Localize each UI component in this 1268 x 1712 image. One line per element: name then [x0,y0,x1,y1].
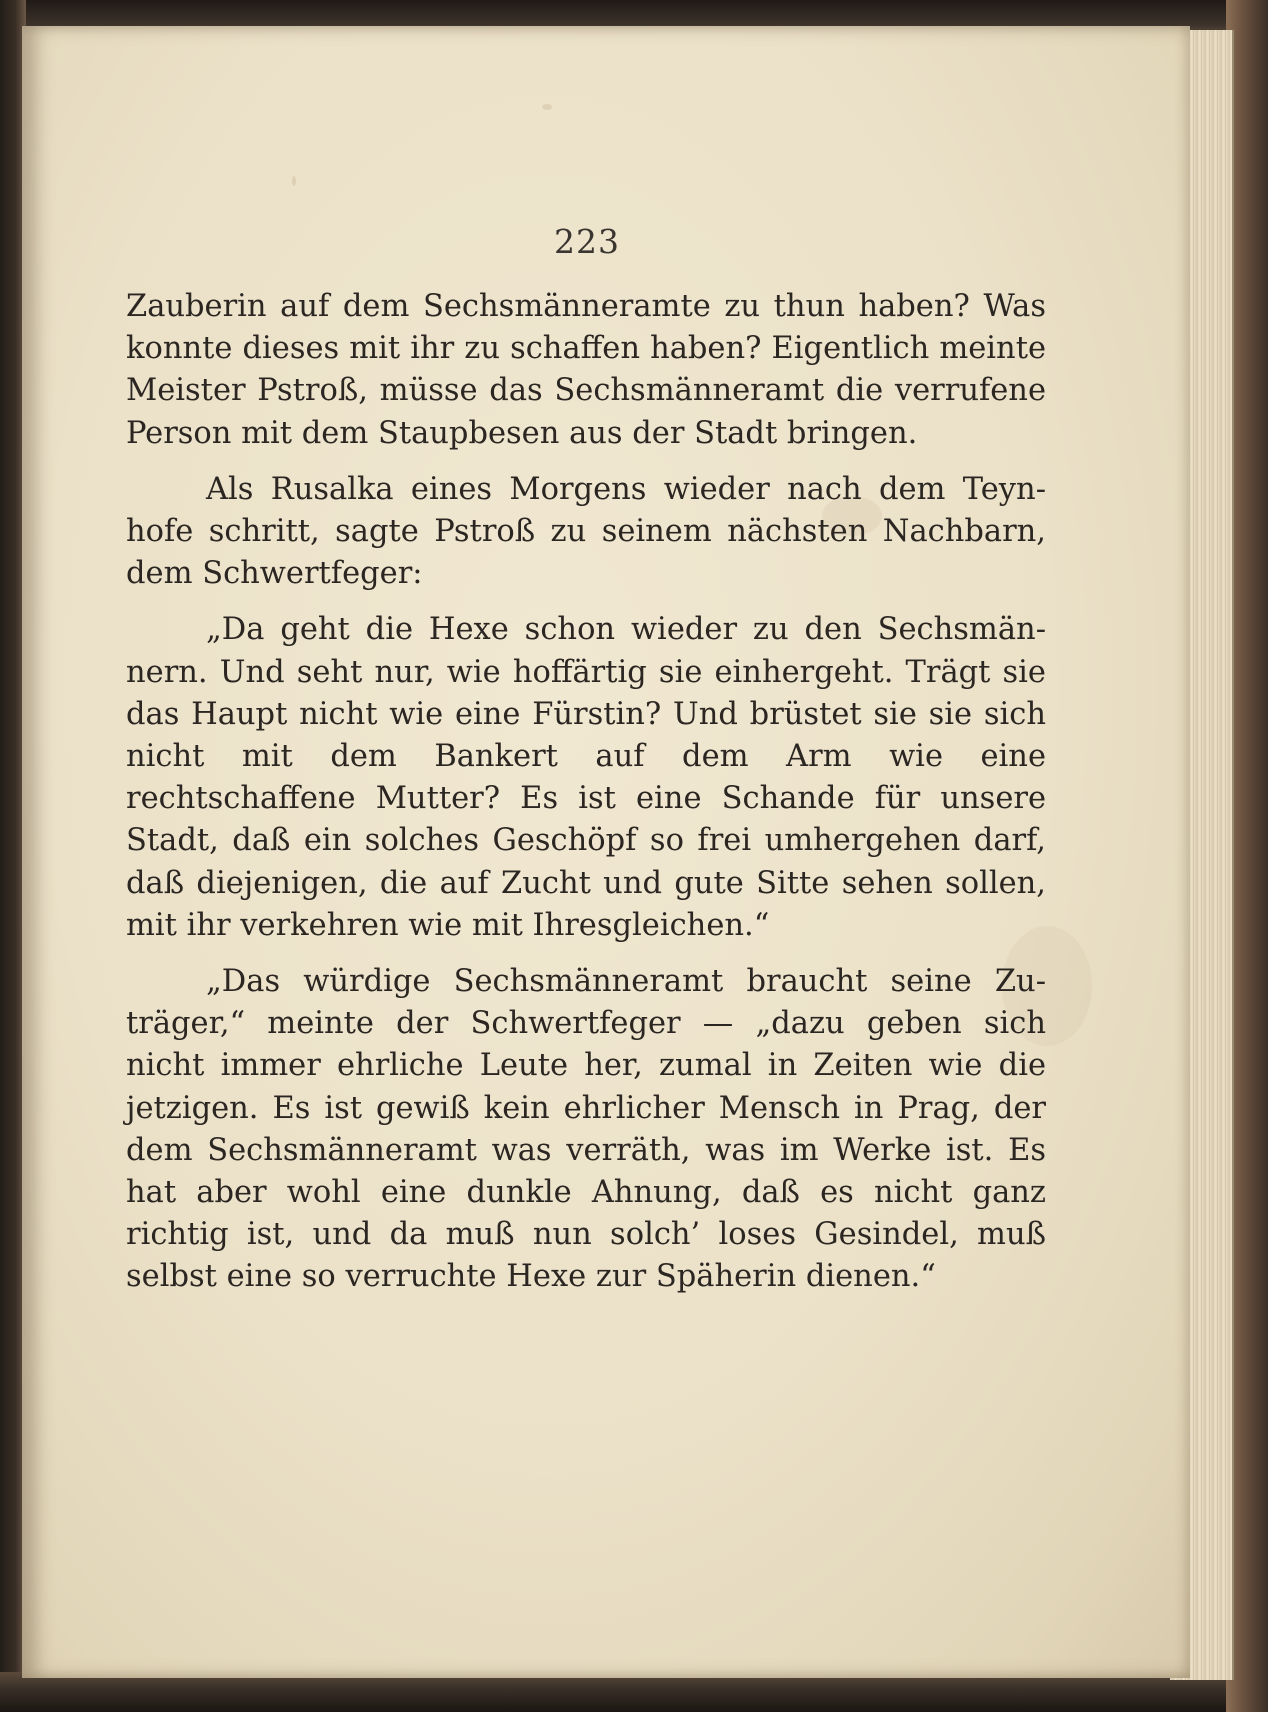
paper-stain [292,176,296,186]
paragraph: Zauberin auf dem Sechsmänneramte zu thun haben? Was konnte dieses mit ihr zu schaffen haben? Eigentlich meinte Meister Pstroß, müsse das Sechsmänneramt die verrufene Person mit dem Staupbesen aus der Stadt bringen. [126,289,1046,451]
body-text [126,286,1046,1299]
book-page [22,26,1190,1678]
paragraph: Als Rusalka eines Morgens wieder nach dem Teynhofe schritt, sagte Pstroß zu seinem nächsten Nachbarn, dem Schwertfeger: [126,471,1046,592]
paper-stain [542,104,552,110]
page-number: 223 [554,222,620,261]
paragraph: „Da geht die Hexe schon wieder zu den Sechsmännern. Und seht nur, wie hoffärtig sie einhergeht. Trägt sie das Haupt nicht wie eine Fürstin? Und brüstet sie sie sich nicht mit dem Bankert auf dem Arm wie eine rechtschaffene Mutter? Es ist eine Schande für unsere Stadt, daß ein solches Geschöpf so frei umhergehen darf, daß diejenigen, die auf Zucht und gute Sitte sehen sollen, mit ihr verkehren wie mit Ihresgleichen.“ [126,612,1046,943]
book-cover-bottom-edge [0,1672,1268,1712]
paragraph: „Das würdige Sechsmänneramt braucht seine Zuträger,“ meinte der Schwertfeger — „dazu geben sich nicht immer ehrliche Leute her, zumal in Zeiten wie die jetzigen. Es ist gewiß kein ehrlicher Mensch in Prag, der dem Sechsmänneramt was verräth, was im Werke ist. Es hat aber wohl eine dunkle Ahnung, daß es nicht ganz richtig ist, und da muß nun solch’ loses Gesindel, muß selbst eine so verruchte Hexe zur Späherin dienen.“ [126,964,1046,1295]
